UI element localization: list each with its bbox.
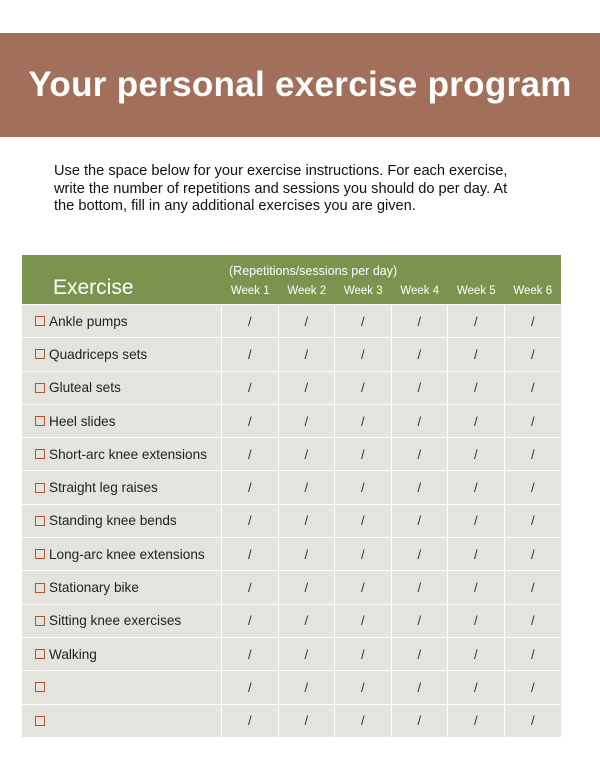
table-row [22, 404, 561, 437]
week-entry-cell[interactable]: / [392, 605, 449, 637]
week-entry-cell[interactable]: / [222, 505, 279, 537]
exercise-checkbox[interactable] [35, 649, 45, 659]
week-entry-cell[interactable]: / [335, 571, 392, 603]
week-headers [222, 285, 561, 297]
week-entry-cell[interactable]: / [530, 613, 535, 629]
page-title: Your personal exercise program [28, 65, 572, 104]
table-row [22, 371, 561, 404]
week-entry-cell[interactable]: / [448, 305, 505, 337]
exercise-checkbox[interactable] [35, 716, 45, 726]
week-entry-cell[interactable]: / [530, 313, 535, 329]
table-row [22, 704, 561, 737]
week-entry-cell[interactable]: / [335, 505, 392, 537]
week-entry-cell[interactable]: / [392, 471, 449, 503]
table-row [22, 337, 561, 370]
week-header: Week 6 [513, 285, 553, 297]
week-entry-cell[interactable]: / [335, 538, 392, 570]
exercise-cell [22, 638, 222, 670]
exercise-cell [22, 471, 222, 503]
week-entry-cell[interactable]: / [448, 372, 505, 404]
week-entry-cell[interactable]: / [448, 638, 505, 670]
exercise-name: Stationary bike [49, 580, 139, 596]
exercise-column-header: Exercise [53, 276, 134, 299]
table-row [22, 537, 561, 570]
week-entry-cell[interactable]: / [279, 405, 336, 437]
week-entry-cell[interactable]: / [222, 571, 279, 603]
week-entry-cell[interactable]: / [392, 338, 449, 370]
exercise-checkbox[interactable] [35, 316, 45, 326]
exercise-name: Sitting knee exercises [49, 613, 182, 629]
week-entry-cell[interactable]: / [530, 480, 535, 496]
exercise-checkbox[interactable] [35, 349, 45, 359]
week-entry-cell[interactable]: / [335, 438, 392, 470]
week-entry-cell[interactable]: / [530, 413, 535, 429]
week-entry-cell[interactable]: / [530, 513, 535, 529]
week-entry-cell[interactable]: / [335, 405, 392, 437]
exercise-cell [22, 605, 222, 637]
exercise-cell [22, 671, 222, 703]
exercise-checkbox[interactable] [35, 483, 45, 493]
exercise-name: Gluteal sets [49, 380, 121, 396]
week-entry-cell[interactable]: / [392, 571, 449, 603]
table-row [22, 637, 561, 670]
week-entry-cell[interactable]: / [335, 305, 392, 337]
exercise-checkbox[interactable] [35, 383, 45, 393]
week-entry-cell[interactable]: / [279, 505, 336, 537]
week-header: Week 3 [343, 285, 383, 297]
week-entry-cell[interactable]: / [392, 538, 449, 570]
exercise-checkbox[interactable] [35, 416, 45, 426]
exercise-cell [22, 438, 222, 470]
exercise-name: Heel slides [49, 413, 116, 429]
exercise-checkbox[interactable] [35, 549, 45, 559]
week-entry-cell[interactable]: / [335, 705, 392, 737]
title-banner [0, 33, 600, 137]
exercise-name: Short-arc knee extensions [49, 446, 207, 462]
week-entry-cell[interactable]: / [392, 638, 449, 670]
week-entry-cell[interactable]: / [530, 546, 535, 562]
table-row [22, 504, 561, 537]
week-entry-cell[interactable]: / [530, 679, 535, 695]
table-row [22, 470, 561, 503]
week-entry-cell[interactable]: / [222, 438, 279, 470]
week-entry-cell[interactable]: / [335, 338, 392, 370]
exercise-table [22, 255, 561, 737]
week-entry-cell[interactable]: / [222, 305, 279, 337]
exercise-checkbox[interactable] [35, 583, 45, 593]
week-header: Week 4 [400, 285, 440, 297]
week-entry-cell[interactable]: / [530, 646, 535, 662]
week-entry-cell[interactable]: / [222, 471, 279, 503]
week-entry-cell[interactable]: / [448, 538, 505, 570]
week-entry-cell[interactable]: / [222, 671, 279, 703]
week-entry-cell[interactable]: / [279, 638, 336, 670]
exercise-name: Straight leg raises [49, 480, 158, 496]
week-header: Week 1 [230, 285, 270, 297]
week-entry-cell[interactable]: / [335, 605, 392, 637]
week-entry-cell[interactable]: / [279, 571, 336, 603]
week-header: Week 2 [287, 285, 327, 297]
exercise-cell [22, 372, 222, 404]
exercise-name: Walking [49, 646, 97, 662]
week-entry-cell[interactable]: / [279, 605, 336, 637]
table-row [22, 670, 561, 703]
week-entry-cell[interactable]: / [530, 580, 535, 596]
repetitions-header: (Repetitions/sessions per day) [229, 264, 398, 278]
week-entry-cell[interactable]: / [222, 638, 279, 670]
week-entry-cell[interactable]: / [448, 438, 505, 470]
week-entry-cell[interactable]: / [279, 471, 336, 503]
week-entry-cell[interactable]: / [530, 346, 535, 362]
week-entry-cell[interactable]: / [279, 372, 336, 404]
exercise-cell [22, 705, 222, 737]
exercise-checkbox[interactable] [35, 682, 45, 692]
week-entry-cell[interactable]: / [392, 438, 449, 470]
table-row [22, 570, 561, 603]
exercise-cell [22, 305, 222, 337]
week-entry-cell[interactable]: / [222, 605, 279, 637]
table-body [22, 304, 561, 737]
week-entry-cell[interactable]: / [448, 571, 505, 603]
week-entry-cell[interactable]: / [392, 405, 449, 437]
week-entry-cell[interactable]: / [335, 671, 392, 703]
week-entry-cell[interactable]: / [279, 538, 336, 570]
exercise-cell [22, 338, 222, 370]
week-entry-cell[interactable]: / [279, 305, 336, 337]
week-entry-cell[interactable]: / [335, 372, 392, 404]
week-entry-cell[interactable]: / [222, 338, 279, 370]
exercise-cell [22, 405, 222, 437]
week-entry-cell[interactable]: / [279, 438, 336, 470]
week-header: Week 5 [456, 285, 496, 297]
week-entry-cell[interactable]: / [448, 471, 505, 503]
week-entry-cell[interactable]: / [222, 372, 279, 404]
week-entry-cell[interactable]: / [448, 505, 505, 537]
week-entry-cell[interactable]: / [530, 446, 535, 462]
exercise-name: Ankle pumps [49, 313, 128, 329]
week-entry-cell[interactable]: / [222, 538, 279, 570]
week-entry-cell[interactable]: / [222, 405, 279, 437]
exercise-cell [22, 538, 222, 570]
week-entry-cell[interactable]: / [335, 471, 392, 503]
week-entry-cell[interactable]: / [392, 372, 449, 404]
table-row [22, 304, 561, 337]
week-entry-cell[interactable]: / [335, 638, 392, 670]
week-entry-cell[interactable]: / [222, 705, 279, 737]
week-entry-cell[interactable]: / [448, 338, 505, 370]
week-entry-cell[interactable]: / [530, 380, 535, 396]
week-entry-cell[interactable]: / [279, 338, 336, 370]
exercise-checkbox[interactable] [35, 516, 45, 526]
week-entry-cell[interactable]: / [392, 671, 449, 703]
week-entry-cell[interactable]: / [279, 705, 336, 737]
table-header [22, 255, 561, 304]
exercise-cell [22, 505, 222, 537]
week-entry-cell[interactable]: / [448, 405, 505, 437]
week-entry-cell[interactable]: / [448, 605, 505, 637]
week-entry-cell[interactable]: / [530, 713, 535, 729]
week-entry-cell[interactable]: / [448, 705, 505, 737]
week-entry-cell[interactable]: / [392, 505, 449, 537]
exercise-name: Long-arc knee extensions [49, 546, 205, 562]
week-entry-cell[interactable]: / [392, 305, 449, 337]
exercise-name: Standing knee bends [49, 513, 177, 529]
exercise-checkbox[interactable] [35, 616, 45, 626]
table-row [22, 604, 561, 637]
week-entry-cell[interactable]: / [279, 671, 336, 703]
exercise-checkbox[interactable] [35, 449, 45, 459]
table-row [22, 437, 561, 470]
week-entry-cell[interactable]: / [392, 705, 449, 737]
instructions-text: Use the space below for your exercise instructions. For each exercise, write the number of repetitions and sessions you should do per day. At the bottom, fill in any additional exercises you are given. [54, 163, 508, 214]
week-entry-cell[interactable]: / [448, 671, 505, 703]
exercise-name: Quadriceps sets [49, 346, 148, 362]
exercise-cell [22, 571, 222, 603]
